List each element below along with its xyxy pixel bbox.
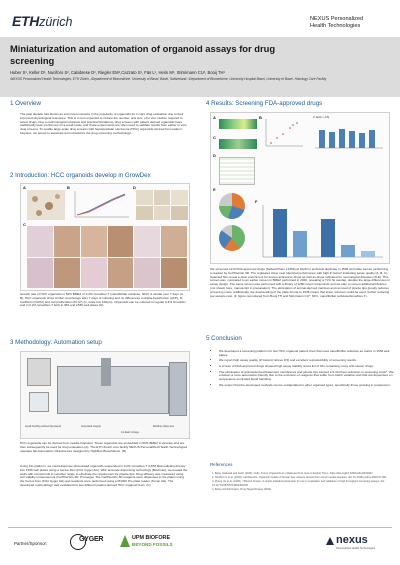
conclusion-item-1: • We developed a screening platform for two HCC organoid patient lines that uses nanofibrillar cellulose as matrix in 1536 well plates. bbox=[219, 350, 395, 358]
eth-logo bbox=[12, 13, 102, 29]
reference-item-4: 4. Booij and Stirnimann, Drug Target Review (2022) bbox=[212, 487, 272, 491]
plate-heatmap-c bbox=[219, 139, 257, 149]
fig-label-liquid: Liquid handling workcell (tip-based) bbox=[25, 426, 62, 428]
zprime-label: Z' factor (~0.5) bbox=[313, 116, 330, 119]
conclusion-item-4: • The elimination of animal-derived basement membranes and pipette tips caused a 5-10 times reduction in screening costs⁴. We envision a more automation-friendly due to the exclusion of reagents that suffer from batch variation and that are dependent on temperature-controlled liquid handling. bbox=[219, 371, 395, 382]
conclusion-list bbox=[212, 350, 395, 389]
screen-panel-e-label: E bbox=[213, 187, 216, 192]
replicate-scatter-b bbox=[263, 117, 305, 149]
intro-panel-a-label: A bbox=[23, 185, 26, 190]
reference-item-1: 1. Booij, Gaikwad and Huch (2022). Cells: Tumor Organoids as a Relevant Tool. How to Exploit Them. https://doi.org/10.3390/cells11101652 bbox=[212, 472, 373, 475]
screening-figure bbox=[210, 112, 390, 264]
title-band bbox=[0, 37, 400, 97]
pie-chart-e2 bbox=[219, 225, 245, 251]
methods-text-1: HCC organoids can be derived from needle biopsies². These organoids are embedded in 50% BME2 to develop and are then subsequently be used for drug evaluation (A). The ETH Zurich core facility NEXUS Personalized Health Technologies operates lab-automation infrastructure designed by HighRes Biosolutions. (B) bbox=[20, 441, 188, 453]
fig-label-incubator: Incubator storage bbox=[121, 432, 139, 434]
intro-caption: Growth rate of HCC organoids in 50% BME2 or 0.2% GrowDex-T (nanofibrillar cellulose, NFC) is similar over 7 days (A, B). HCC organoids show similar morphology after 7 days of culturing and no differences in Alpha-FetoProtein (AFP), N-Cadherin (CDH2) and cell proliferation (Ki-67) (C, scale bar 100μm). Organoids can be cultured in regular 0.4% GrowDex and in 0.2% GrowDex-T both in 384 and 1536 well plates (D). bbox=[20, 292, 186, 308]
nexus-logo-text: nexus bbox=[336, 534, 368, 546]
nexus-logo-sub: Personalized Health Technologies bbox=[336, 547, 376, 550]
eth-logo-main: ETH bbox=[12, 13, 40, 29]
screen-panel-a-label: A bbox=[213, 115, 216, 120]
poster-title-line-2: screening bbox=[10, 55, 55, 66]
conclusion-item-2: • We report high assay quality (Z'-factors³ above 0.5) and excellent reproducibility of screening results. bbox=[219, 359, 395, 363]
screen-panel-d-label: D bbox=[213, 153, 216, 158]
liquid-handler-device bbox=[27, 358, 51, 386]
unit-line-1: NEXUS Personalized bbox=[310, 16, 364, 22]
overview-heading: 1 Overview bbox=[10, 100, 41, 107]
poster-title-line-1: Miniaturization and automation of organoid assays for drug bbox=[10, 43, 276, 54]
author-list: Huber S¹, Keller D¹, Nuciforo S², Calabrese D², Riegler EM¹,Cazzato S¹, Fäs L¹, Heim M², Stirnimann CU¹, Booij TH¹ bbox=[10, 70, 225, 75]
intro-panel-c-label: C bbox=[23, 222, 26, 227]
gyger-logo-text: GYGER bbox=[79, 536, 104, 543]
micrograph-grid-d bbox=[136, 190, 188, 220]
reference-item-3: 3. Zhang JH et al. (1999). J Biomol Screen. A simple statistical parameter for use in evaluation and validation of high throughput screening assays. doi: 10.1177/108705719900400206 bbox=[212, 480, 385, 487]
reference-item-2: 2. Nuciforo S et al. (2018). Cell Reports. Organoid models of human liver cancers derived from tumor needle biopsies. doi: 10.1016/j.celrep.2018.07.001 bbox=[212, 476, 387, 480]
automation-figure bbox=[20, 351, 190, 439]
screening-text: We screened 1172 FDA approved drugs (SelleckChem L1300) at 10μM in technical duplicate in 1536 well plate format, performing a readout by CellTiterGlo 3D. The replicates show near identical performance with high Z'-factor³ indicating assay quality (A, B, C). Selected hits reveal a clear enrichment for known anticancer drugs as well as drugs indicated for neurological diseases (D-E). This screen was, compared to an earlier screen in BME2 performed in 2020, revealing a 71% hit overlap, despite the large differences in assay design. The same screen was performed with a library of 1280 novel compounds and we plan to screen additional libraries (not shown here, manuscript in preparation). The elimination of animal-derived matrices and removal of pipette tips greatly reduces screening costs. Additionally, the downscaling of the plate format to 1536 meant that lower volumes could be used, further reducing per-sample cost. (F, figure reproduced from Booij TH and Stirnimann CU⁴: NFC, nanofibrillar cellulose/GrowDex-T). bbox=[210, 267, 390, 298]
plate-stack bbox=[29, 392, 49, 412]
intro-panel-d-label: D bbox=[133, 185, 136, 190]
upm-logo bbox=[120, 534, 200, 554]
growth-chart-b bbox=[71, 189, 131, 221]
eth-logo-sub: zürich bbox=[39, 15, 73, 29]
pie-chart-e1 bbox=[219, 193, 245, 219]
poster-title bbox=[10, 43, 275, 67]
references-heading: References bbox=[210, 462, 233, 467]
robot-arm bbox=[101, 358, 111, 386]
gyger-logo bbox=[70, 532, 106, 554]
unit-name bbox=[310, 16, 390, 29]
intro-figure bbox=[20, 183, 190, 291]
zprime-bars bbox=[313, 120, 385, 150]
affiliations: ¹NEXUS Personalized Health Technologies, ETH Zürich, ²Department of Biomedicine, University of Basel, Basel, Switzerland; ³Department of Biomedicine, University Hospital Basel, University of Basel, Histology Core Facility bbox=[10, 77, 327, 81]
incubator-unit bbox=[169, 362, 187, 416]
upm-line-1: UPM BIOFORE bbox=[132, 535, 171, 541]
unit-line-2: Health Technologies bbox=[310, 22, 361, 29]
fig-label-dispensers: Multidrop dispensers bbox=[153, 426, 175, 428]
screen-panel-b-label: B bbox=[259, 115, 262, 120]
upm-line-2: BEYOND FOSSILS bbox=[132, 542, 173, 547]
conclusion-item-5: • We expect that the developed methods can be extrapolated to other organoid types, specifically those growing in suspension. bbox=[219, 384, 395, 388]
partner-label: Partner/Sponsor: bbox=[14, 541, 48, 546]
hit-table-d bbox=[219, 157, 255, 185]
intro-heading: 2 Introduction: HCC organoids develop in GrowDex bbox=[10, 172, 151, 179]
footer-divider bbox=[8, 527, 392, 528]
nexus-logo bbox=[326, 534, 390, 554]
cost-chart-f bbox=[259, 201, 387, 261]
fig-label-imaging: Automated imaging bbox=[81, 426, 101, 428]
micrograph-grid-a bbox=[27, 190, 65, 220]
screening-heading: 4 Results: Screening FDA-approved drugs bbox=[206, 100, 323, 107]
conclusion-item-3: • A screen of FDA-approved drugs showed high assay stability and a list of hits containing many anti-cancer drugs. bbox=[219, 365, 395, 369]
methods-text-2: Using this platform, we could dispense dissociated organoids suspended in 0.2% GrowDex-T (UPM Biomedicals) directly into 1536 well plates using a Certus Flex (Fritz Gyger AG). With accurate dispensing technology (Biodmas), we treated the wells with compounds in nanoliter range to eliminate the requirement for pipette tips. Drug efficacy was measured using cell viability measurement (CellTiterGlo 3D, Promega). The CellTiterGlo 3D reagents were dispensed to the plates using the Certus Flex (Fritz Gyger AG) and readouts were performed using a M1000 Pro plate reader (Tecan AG). The developed methodology was evaluated for two different patient-derived HCC organoid lines. (C) bbox=[20, 464, 188, 487]
plate-heatmap-a bbox=[219, 119, 257, 129]
methods-heading: 3 Methodology: Automation setup bbox=[10, 339, 102, 346]
stain-grid-c bbox=[27, 226, 187, 288]
conclusion-heading: 5 Conclusion bbox=[206, 335, 242, 342]
robot-workcell bbox=[57, 366, 169, 414]
screen-panel-c-label: C bbox=[213, 135, 216, 140]
overview-text: The past decade has shown an enormous increase in the popularity of organoids for in vitro drug evaluation due to their improved physiological relevance. This is in turn expected to reduce the number, and size, of in vivo studies required to select drugs. Due to technological restraints and practical limitations, drug screens with patient derived organoids have traditionally been performed on a small scale, and those experiments are often used to validate results from earlier in vitro drug screens. To enable large-scale drug screens with hepatocellular carcinoma (HCC) organoids derived from patient biopsies, we aimed to automate and miniaturize the drug screening methodology¹. bbox=[20, 112, 187, 135]
intro-panel-b-label: B bbox=[67, 185, 70, 190]
references-list bbox=[212, 472, 388, 492]
screen-panel-f-label: F bbox=[255, 199, 258, 204]
